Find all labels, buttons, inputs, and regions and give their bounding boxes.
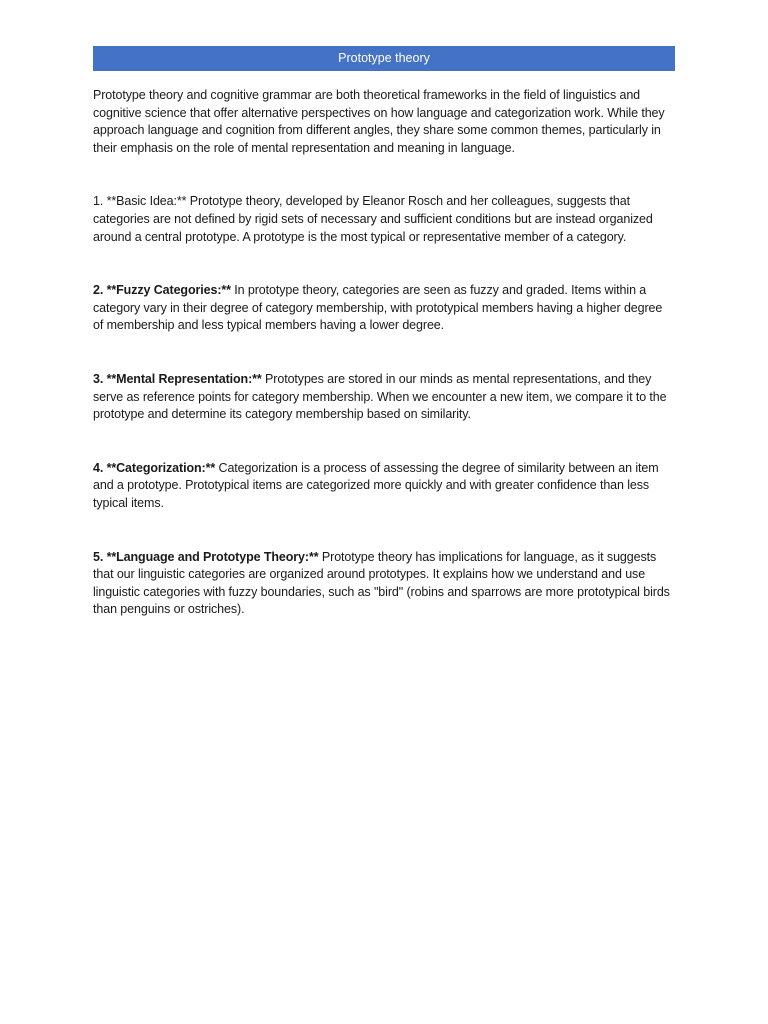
intro-paragraph: Prototype theory and cognitive grammar are both theoretical frameworks in the field of linguistics and cognitive science that offer alternative perspectives on how language and categorization work. While they approach language and cognition from different angles, they share some common themes, particularly in their emphasis on the role of mental representation and meaning in language. bbox=[93, 88, 665, 155]
section-basic-idea bbox=[93, 193, 675, 246]
section-categorization bbox=[93, 460, 675, 513]
section-heading: 3. **Mental Representation:** bbox=[93, 371, 262, 386]
section-heading: 1. **Basic Idea:** bbox=[93, 194, 187, 209]
section-heading: 2. **Fuzzy Categories:** bbox=[93, 283, 231, 298]
section-body: Prototype theory has implications for language, as it suggests that our linguistic categories are organized around prototypes. It explains how we understand and use linguistic categories with fuzzy boundaries, such as "bird" (robins and sparrows are more prototypical birds than penguins or ostriches). bbox=[93, 549, 670, 617]
section-fuzzy-categories bbox=[93, 282, 675, 335]
document-title: Prototype theory bbox=[93, 46, 675, 71]
section-heading: 5. **Language and Prototype Theory:** bbox=[93, 549, 319, 564]
section-body: Prototypes are stored in our minds as mental representations, and they serve as reference points for category membership. When we encounter a new item, we compare it to the prototype and determine its category membership based on similarity. bbox=[93, 371, 667, 422]
section-heading: 4. **Categorization:** bbox=[93, 460, 216, 475]
section-body: In prototype theory, categories are seen as fuzzy and graded. Items within a category vary in their degree of category membership, with prototypical members having a higher degree of membership and less typical members having a lower degree. bbox=[93, 283, 663, 333]
section-body: Categorization is a process of assessing the degree of similarity between an item and a prototype. Prototypical items are categorized more quickly and with greater confidence than less typical items. bbox=[93, 460, 659, 510]
section-language-prototype-theory bbox=[93, 549, 675, 619]
section-mental-representation bbox=[93, 371, 675, 424]
section-body: Prototype theory, developed by Eleanor Rosch and her colleagues, suggests that categories are not defined by rigid sets of necessary and sufficient conditions but are instead organized around a central prototype. A prototype is the most typical or representative member of a category. bbox=[93, 194, 653, 244]
document-page bbox=[93, 46, 675, 619]
